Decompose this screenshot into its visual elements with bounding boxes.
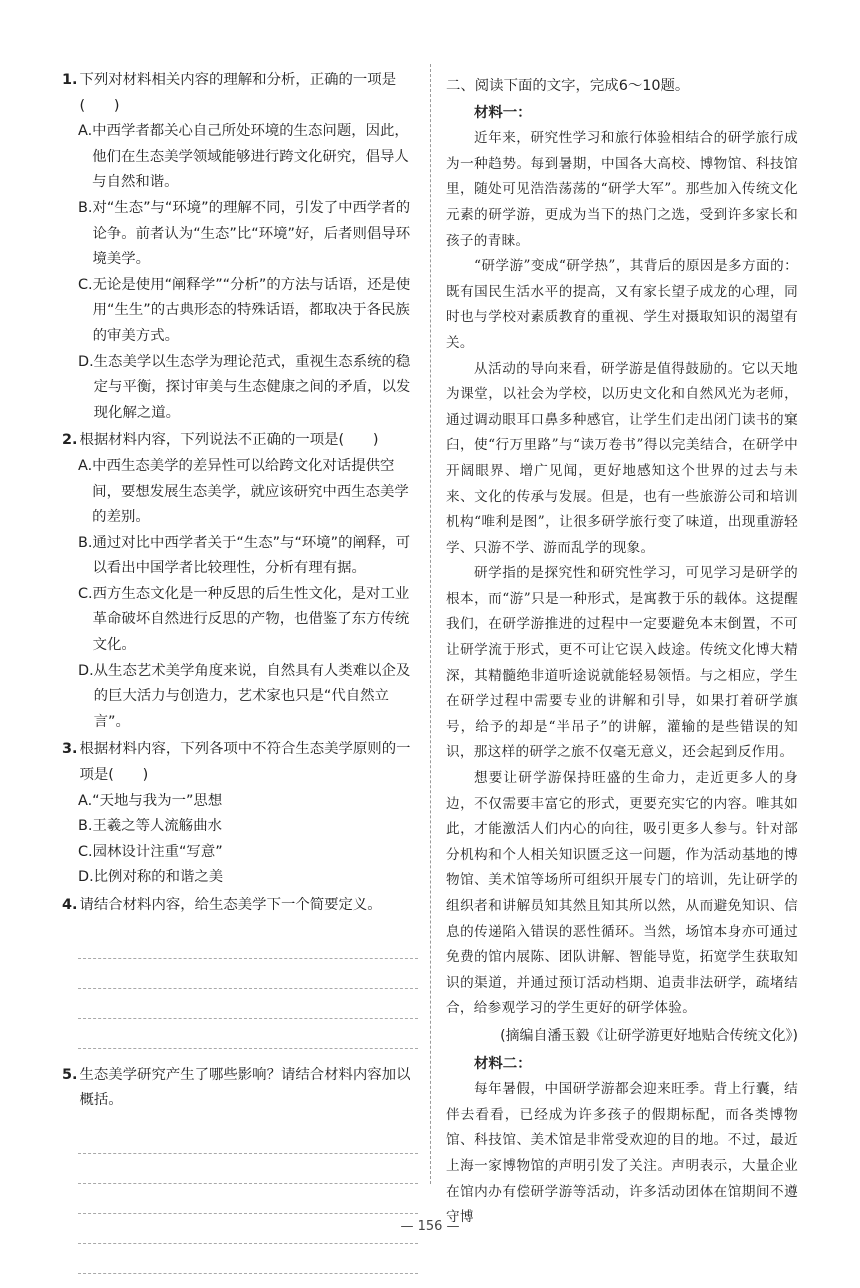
answer-area[interactable] <box>78 1124 418 1274</box>
option: C. 园林设计注重“写意” <box>78 843 223 860</box>
material-1-title: 材料一： <box>474 104 532 121</box>
question-number: 5. <box>62 1066 78 1083</box>
question-number: 3. <box>62 741 78 758</box>
option: A. 中西学者都关心自己所处环境的生态问题，因此，他们在生态美学领域能够进行跨文化研究，倡导人与自然和谐。 <box>78 123 409 191</box>
answer-area[interactable] <box>78 929 418 1049</box>
option: D. 比例对称的和谐之美 <box>78 869 224 886</box>
option: B. 对“生态”与“环境”的理解不同，引发了中西学者的论争。前者认为“生态”比“环境”好，后者则倡导环境美学。 <box>78 199 411 268</box>
paragraph: 想要让研学游保持旺盛的生命力，走近更多人的身边，不仅需要丰富它的形式，更要充实它的内容。唯其如此，才能激活人们内心的向往，吸引更多人参与。针对部分机构和个人相关知识匮乏这一问题，作为活动基地的博物馆、美术馆等场所可组织开展专门的培训，先让研学的组织者和讲解员知其然且知其所以然，从而避免知识、信息的传递陷入错误的恶性循环。当然，场馆本身亦可通过免费的馆内展陈、团队讲解、智能导览，拓宽学生获取知识的渠道，并通过预订活动档期、追责非法研学，疏堵结合，给参观学习的学生更好的研学体验。 <box>446 770 798 1017</box>
right-column <box>446 68 798 1231</box>
source-citation: (摘编自潘玉毅《让研学游更好地贴合传统文化》) <box>500 1027 798 1044</box>
material-2-title: 材料二： <box>474 1055 532 1072</box>
left-column <box>62 68 418 1288</box>
paragraph: 近年来，研究性学习和旅行体验相结合的研学旅行成为一种趋势。每到暑期，中国各大高校、博物馆、科技馆里，随处可见浩浩荡荡的“研学大军”。那些加入传统文化元素的研学游，更成为当下的热门之选，受到许多家长和孩子的青睐。 <box>446 130 798 249</box>
paragraph: 从活动的导向来看，研学游是值得鼓励的。它以天地为课堂，以社会为学校，以历史文化和自然风光为老师，通过调动眼耳口鼻多种感官，让学生们走出闭门读书的窠臼，使“行万里路”与“读万卷书”得以完美结合，在研学中开阔眼界、增广见闻，更好地感知这个世界的过去与未来、文化的传承与发展。但是，也有一些旅游公司和培训机构“唯利是图”，让很多研学旅行变了味道，出现重游轻学、只游不学、游而乱学的现象。 <box>446 360 798 556</box>
page-number: — 156 — <box>400 1219 460 1234</box>
section-heading: 二、阅读下面的文字，完成6～10题。 <box>446 78 690 94</box>
answer-line[interactable] <box>78 989 418 1019</box>
question-stem: 下列对材料相关内容的理解和分析，正确的一项是( ) <box>79 72 397 114</box>
question-stem: 请结合材料内容，给生态美学下一个简要定义。 <box>79 897 382 913</box>
answer-line[interactable] <box>78 1154 418 1184</box>
question-4 <box>62 893 418 1049</box>
question-3 <box>62 737 418 891</box>
answer-line[interactable] <box>78 1184 418 1214</box>
option: B. 王羲之等人流觞曲水 <box>78 818 222 835</box>
paragraph: 研学指的是探究性和研究性学习，可见学习是研学的根本，而“游”只是一种形式，是寓教于乐的载体。这提醒我们，在研学游推进的过程中一定要避免本末倒置，不可让研学流于形式，更不可让它误入歧途。传统文化博大精深，其精髓绝非道听途说就能轻易领悟。与之相应，学生在研学过程中需要专业的讲解和引导，如果打着研学旗号，给予的却是“半吊子”的讲解，灌输的是些错误的知识，那这样的研学之旅不仅毫无意义，还会起到反作用。 <box>446 565 798 761</box>
question-stem: 根据材料内容，下列说法不正确的一项是( ) <box>79 432 379 449</box>
answer-line[interactable] <box>78 1124 418 1154</box>
column-divider <box>430 64 431 1184</box>
option: D. 从生态艺术美学角度来说，自然具有人类难以企及的巨大活力与创造力，艺术家也只是“代自然立言”。 <box>78 662 411 730</box>
option: A. “天地与我为一”思想 <box>78 792 223 809</box>
option: C. 无论是使用“阐释学”“分析”的方法与话语，还是使用“生生”的古典形态的特殊话语，都取决于各民族的审美方式。 <box>78 276 411 344</box>
option: B. 通过对比中西学者关于“生态”与“环境”的阐释，可以看出中国学者比较理性，分析有理有据。 <box>78 534 411 577</box>
option: A. 中西生态美学的差异性可以给跨文化对话提供空间，要想发展生态美学，就应该研究中西生态美学的差别。 <box>78 457 409 526</box>
question-2 <box>62 428 418 735</box>
answer-line[interactable] <box>78 959 418 989</box>
option: D. 生态美学以生态学为理论范式，重视生态系统的稳定与平衡，探讨审美与生态健康之间的矛盾，以发现化解之道。 <box>78 353 411 421</box>
question-number: 1. <box>62 72 78 88</box>
paragraph: “研学游”变成“研学热”，其背后的原因是多方面的：既有国民生活水平的提高，又有家长望子成龙的心理，同时也与学校对素质教育的重视、学生对摄取知识的渴望有关。 <box>446 258 798 351</box>
question-number: 4. <box>62 897 78 913</box>
question-1 <box>62 68 418 426</box>
question-stem: 根据材料内容，下列各项中不符合生态美学原则的一项是( ) <box>79 741 411 784</box>
answer-line[interactable] <box>78 929 418 959</box>
answer-line[interactable] <box>78 1019 418 1049</box>
question-stem: 生态美学研究产生了哪些影响？请结合材料内容加以概括。 <box>79 1066 411 1109</box>
option: C. 西方生态文化是一种反思的后生性文化，是对工业革命破坏自然进行反思的产物，也借鉴了东方传统文化。 <box>78 585 410 654</box>
question-5 <box>62 1063 418 1274</box>
question-number: 2. <box>62 432 78 449</box>
answer-line[interactable] <box>78 1244 418 1274</box>
paragraph: 每年暑假，中国研学游都会迎来旺季。背上行囊，结伴去看看，已经成为许多孩子的假期标配，而各类博物馆、科技馆、美术馆是非常受欢迎的目的地。不过，最近上海一家博物馆的声明引发了关注。声明表示，大量企业在馆内办有偿研学游等活动，许多活动团体在馆期间不遵守博 <box>446 1081 798 1226</box>
